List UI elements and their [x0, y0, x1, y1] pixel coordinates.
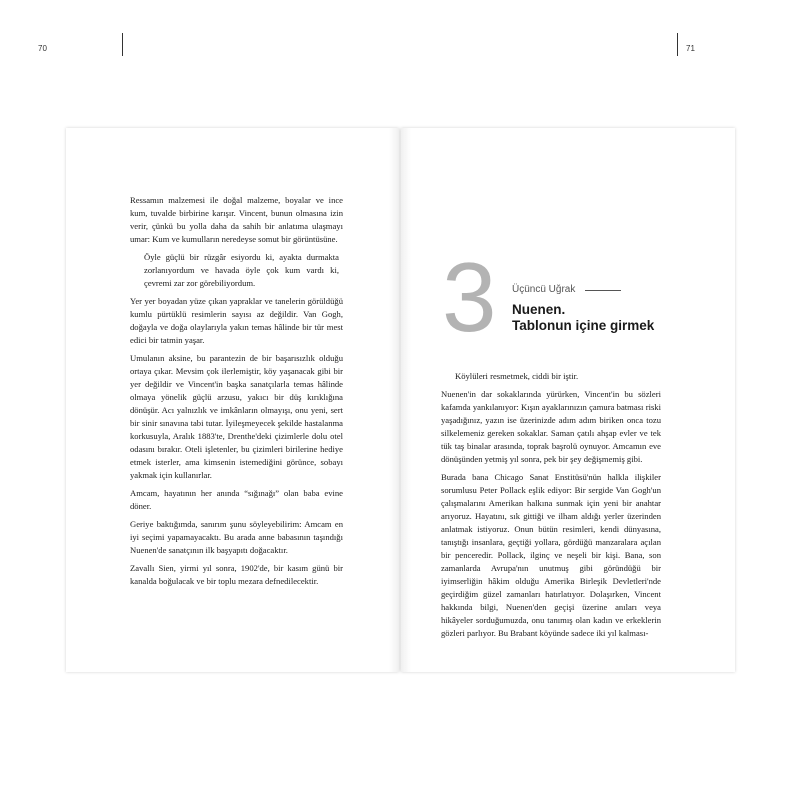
- left-body-text: [130, 194, 343, 593]
- chapter-title: [512, 302, 672, 334]
- chapter-label: Üçüncü Uğrak: [512, 284, 576, 295]
- chapter-title-line: Nuenen.: [512, 302, 566, 317]
- block-quote: Öyle güçlü bir rüzgâr esiyordu ki, ayakta durmakta zorlanıyordum ve havada öyle çok kum vardı ki, çevremi zar zor görebiliyordum.: [144, 252, 339, 288]
- right-gutter-shadow: [401, 128, 411, 672]
- paragraph: Ressamın malzemesi ile doğal malzeme, boyalar ve ince kum, tuvalde birbirine karışır. Vincent, bunun olmasına izin verir, çünkü bu yolla daha da sahih bir anlatıma ulaşmayı umar: Kum ve kumulların neredeyse somut bir görüntüsüne.: [130, 195, 343, 244]
- paragraph: Geriye baktığımda, sanırım şunu söyleyebilirim: Amcam en iyi seçimi yapamayacaktı. Bu arada anne babasının taşındığı Nuenen'de sanatçının ilk başyapıtı doğacaktır.: [130, 519, 343, 555]
- left-page-number: 70: [38, 44, 47, 53]
- paragraph: Yer yer boyadan yüze çıkan yapraklar ve tanelerin görüldüğü kumlu pürtüklü resimlerin sayısı az değildir. Van Gogh, doğayla ve doğa olaylarıyla yakın temas hâlinde bir tür mest edici bir tatmin yaşar.: [130, 296, 343, 345]
- paragraph: Amcam, hayatının her anında “sığınağı” olan baba evine döner.: [130, 488, 343, 511]
- paragraph: Nuenen'in dar sokaklarında yürürken, Vincent'in bu sözleri kafamda yankılanıyor: Kışın ayaklarınızın çamura batması riski yaşadığınız, yazın ise üzerinizde adım adım biriken onca tozu silkelemeniz gereken sokaklar. Saman çatılı ahşap evler ve tek tük taş binalar arasında, toprak başrolü oynuyor. Amcamın eve dönüşünden yetmiş yıl sonra, pek bir şey değişmemiş gibi.: [441, 389, 661, 464]
- chapter-label-rule: [585, 290, 621, 291]
- right-folio-rule: [677, 33, 678, 56]
- chapter-number: 3: [442, 242, 497, 352]
- left-gutter-shadow: [389, 128, 399, 672]
- paragraph: Zavallı Sien, yirmi yıl sonra, 1902'de, bir kasım günü bir kanalda boğulacak ve bir toplu mezara defnedilecektir.: [130, 563, 343, 586]
- left-folio-rule: [122, 33, 123, 56]
- paragraph: Umulanın aksine, bu parantezin de bir başarısızlık olduğu ortaya çıkar. Mevsim çok ilerlemiştir, köy yaşanacak gibi bir yer değildir ve Vincent'in başka sanatçılarla temas hâlinde olmaya yönelik güçlü arzusu, yakıcı bir düş kırıklığına dönüşür. Acı yalnızlık ve imkânların olmayışı, onu yeni, sert bir sinir sınavına tabi tutar. İyileşmeyecek şekilde hastalanma korkusuyla, Aralık 1883'te, Drenthe'deki çizimlerle dolu otel odasını bırakır. Oteli işletenler, bu çizimleri birilerine hediye etmek isterler, ama kimsenin istemediğini görünce, sobayı yakmak için kullanırlar.: [130, 353, 343, 480]
- right-body-text: [441, 370, 661, 645]
- paragraph: Burada bana Chicago Sanat Enstitüsü'nün halkla ilişkiler sorumlusu Peter Pollack eşlik ediyor: Bir sergide Van Gogh'un çalışmalarını Amerikan halkına sunmak için yeni bir anahtar arıyoruz. Hayatını, sık gittiği ve ilham aldığı yerler üzerinden anlatmak istiyoruz. Onun bütün resimleri, kendi dünyasına, tanıştığı insanlara, geçtiği yollara, gördüğü manzaralara açılan bir penceredir. Pollack, ilginç ve neşeli bir kişi. Bana, son zamanlarda Avrupa'nın unutmuş gibi göründüğü bir iyimserliğin hâkim olduğu Amerika Birleşik Devletleri'nde geçirdiğim güzel zamanları hatırlatıyor. Dolaşırken, Vincent hakkında bilgi, Nuenen'den geçişi üzerine anıları veya hikâyeler sorduğumuzda, onu tanımış olan kadın ve erkeklerin gözleri parlıyor. Bu Brabant köyünde sadece iki yıl kalması-: [441, 472, 661, 638]
- epigraph: Köylüleri resmetmek, ciddi bir iştir.: [455, 371, 579, 381]
- chapter-title-line: Tablonun içine girmek: [512, 318, 655, 333]
- right-page-number: 71: [686, 44, 695, 53]
